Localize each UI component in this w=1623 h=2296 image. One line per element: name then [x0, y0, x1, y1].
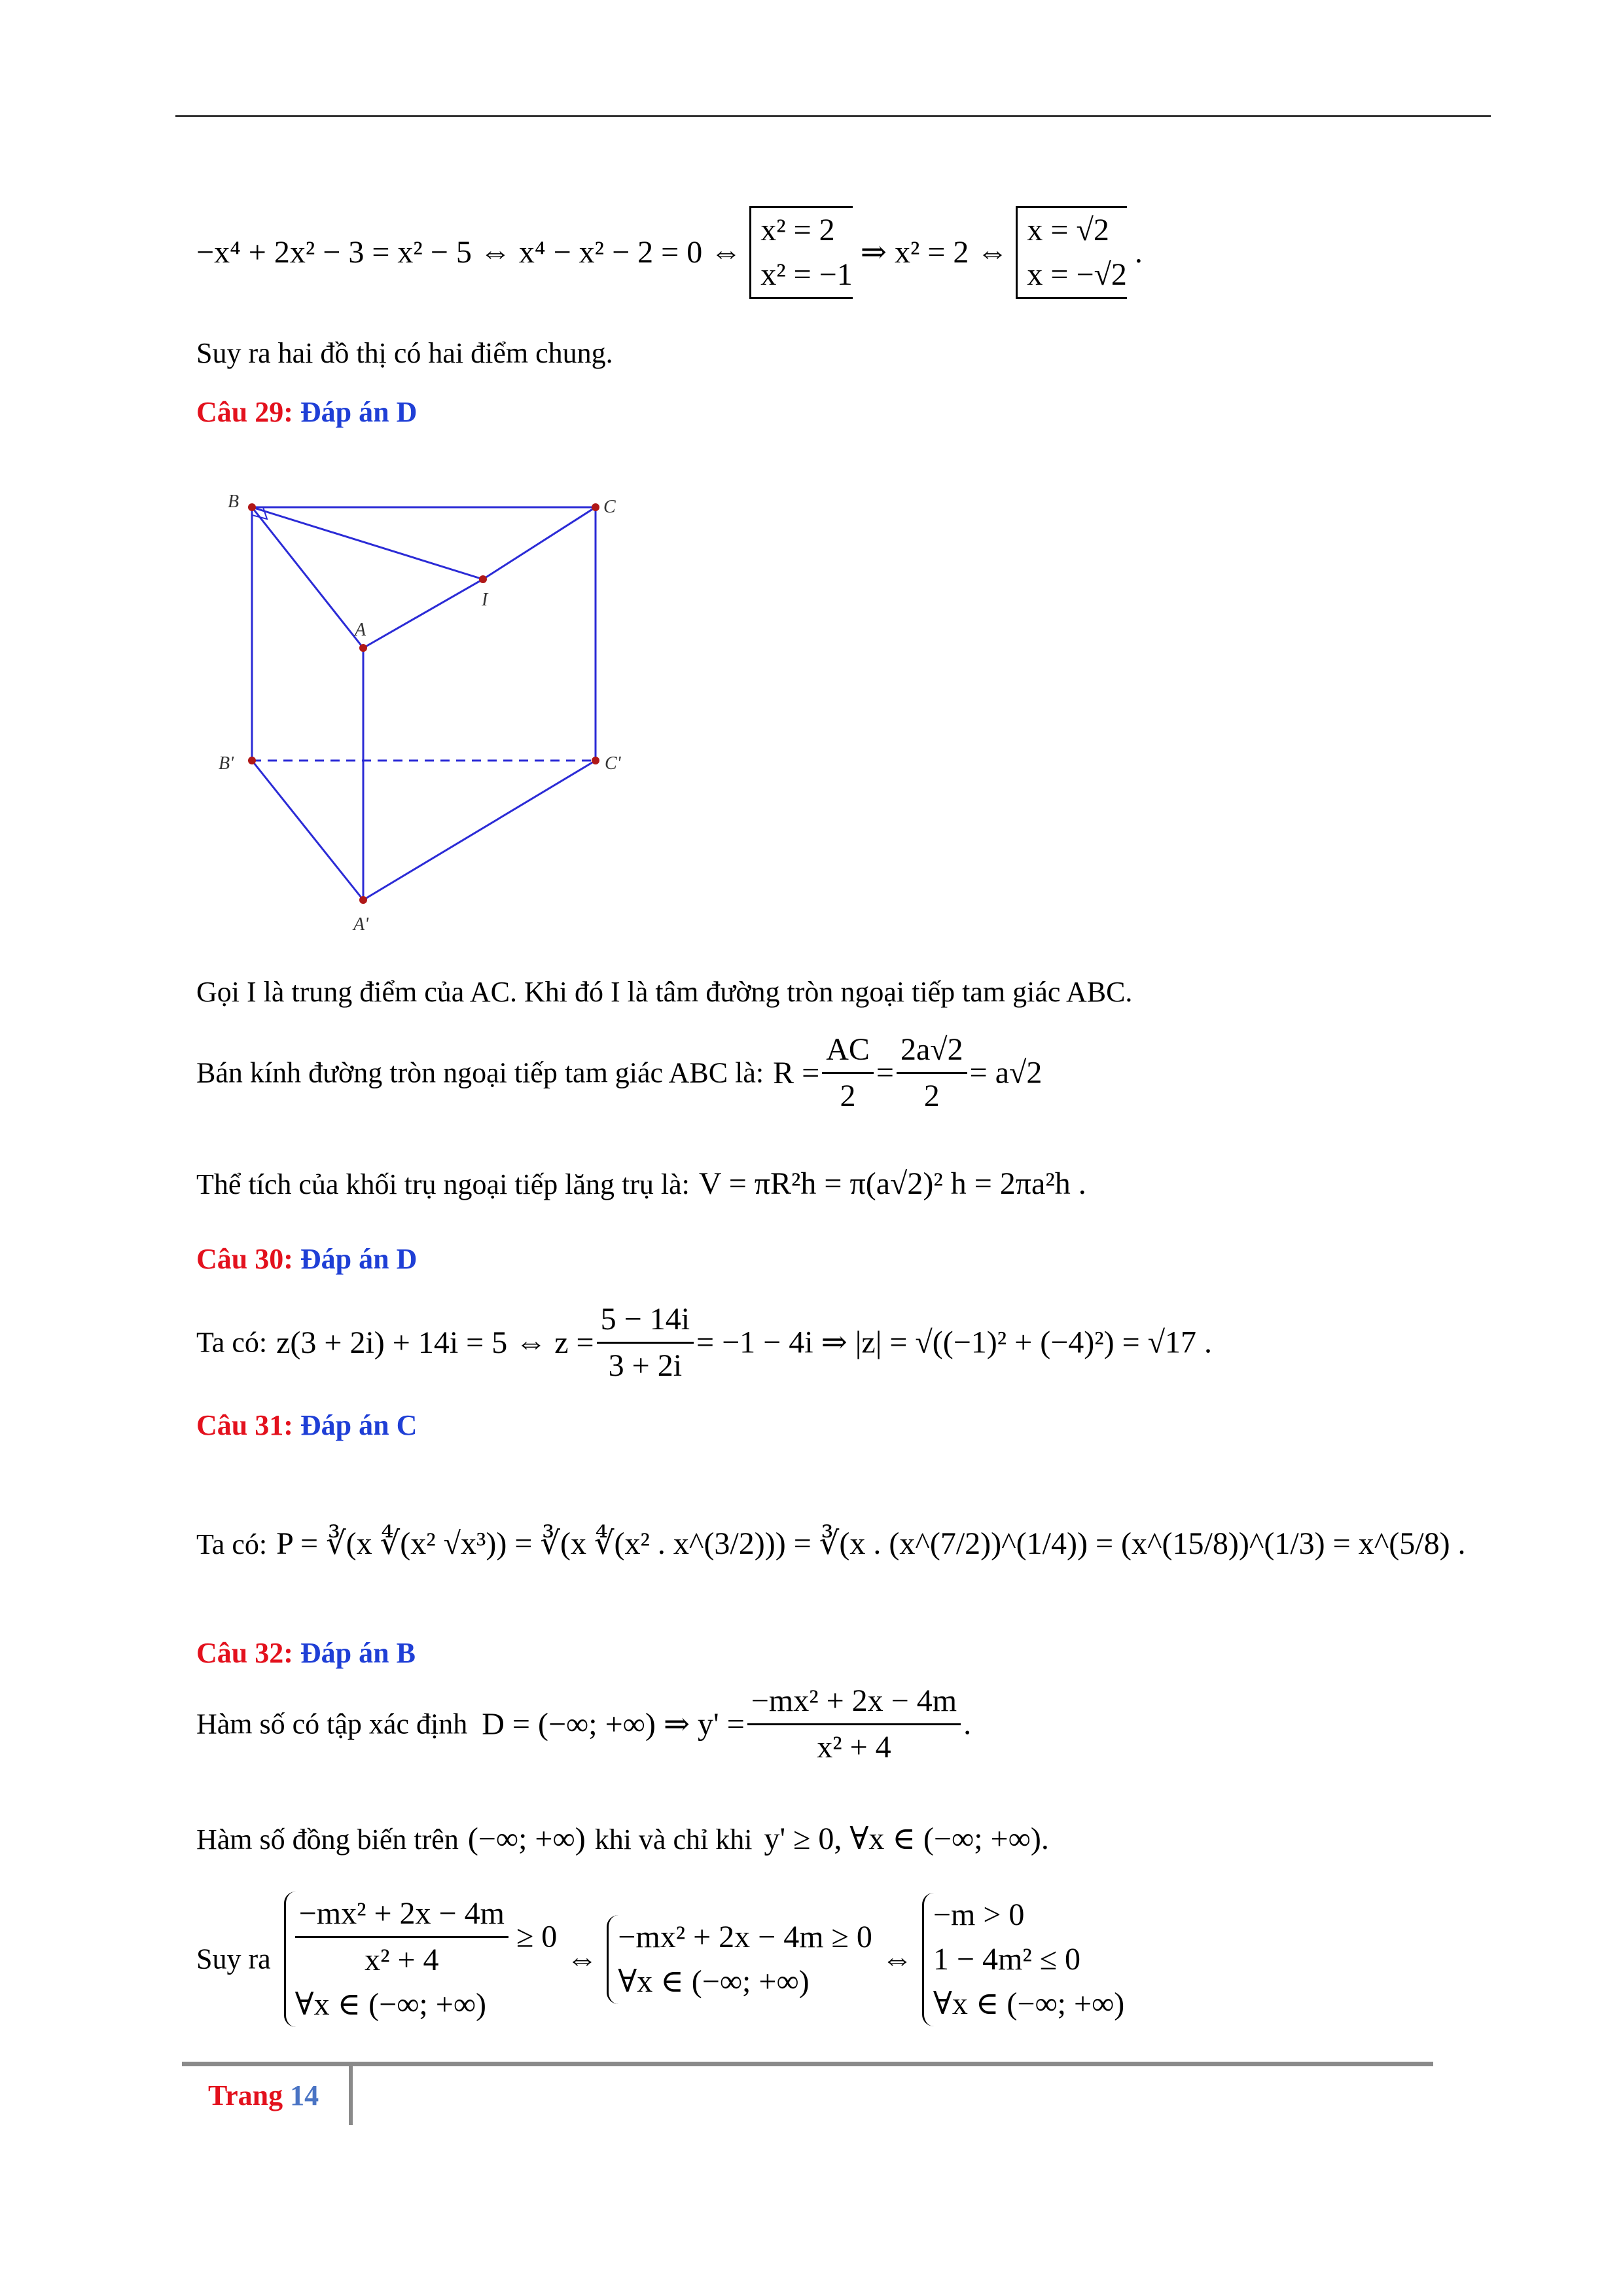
label-i: I: [482, 590, 488, 610]
label-b: B: [228, 492, 240, 512]
question-29-answer: Đáp án D: [300, 396, 418, 428]
solution-32-line-1: [196, 1685, 971, 1763]
edge-ba-bottom: [252, 761, 363, 900]
fraction-1-denominator: 2: [840, 1079, 856, 1113]
question-30-answer: Đáp án D: [300, 1243, 418, 1275]
edge-ba: [252, 507, 363, 648]
page-label: Trang: [208, 2079, 283, 2111]
system-2-row-2: ∀x ∈ (−∞; +∞): [618, 1964, 810, 1999]
system-3-row-3: ∀x ∈ (−∞; +∞): [933, 1986, 1125, 2021]
equation-left: −x⁴ + 2x² − 3 = x² − 5 ⇔ x⁴ − x² − 2 = 0 ⇔: [196, 235, 742, 270]
case-2: x² = −1: [760, 257, 853, 292]
system-1-denominator: x² + 4: [365, 1943, 439, 1977]
solution-30-text: Ta có:: [196, 1326, 268, 1359]
root-2: x = −√2: [1027, 257, 1127, 292]
iff-2: ⇔: [881, 1941, 913, 1977]
header-rule: [175, 115, 1491, 117]
question-30-heading: [196, 1245, 417, 1274]
edge-ic: [483, 507, 596, 579]
suy-ra-text: Suy ra: [196, 1943, 271, 1975]
solution-30-numerator: 5 − 14i: [597, 1304, 694, 1344]
label-a-prime: A': [353, 914, 369, 935]
edge-ac-bottom: [363, 761, 596, 900]
question-31-answer: Đáp án C: [300, 1409, 418, 1441]
system-2: [607, 1915, 872, 2004]
system-1-row-2: ∀x ∈ (−∞; +∞): [294, 1987, 487, 2022]
domain-text: Hàm số có tập xác định: [196, 1708, 468, 1740]
question-30-label: Câu 30:: [196, 1243, 293, 1275]
case-bracket-1: [749, 206, 853, 299]
question-31-label: Câu 31:: [196, 1409, 293, 1441]
fraction-2-numerator: 2a√2: [897, 1034, 967, 1074]
system-3-row-1: −m > 0: [933, 1897, 1025, 1932]
radius-result: = a√2: [969, 1055, 1043, 1090]
radius-fraction-2: [897, 1034, 967, 1112]
equation-mid: ⇒ x² = 2 ⇔: [860, 235, 1008, 270]
label-c: C: [603, 497, 616, 517]
question-29-heading: [196, 398, 417, 427]
solution-30-right: = −1 − 4i ⇒ |z| = √((−1)² + (−4)²) = √17 .: [696, 1325, 1213, 1360]
label-b-prime: B': [219, 753, 234, 774]
derivative-end: .: [963, 1706, 972, 1742]
page-number: 14: [290, 2079, 319, 2111]
root-1: x = √2: [1027, 213, 1109, 247]
fraction-1-numerator: AC: [822, 1034, 874, 1074]
case-1: x² = 2: [760, 213, 835, 247]
system-1: [284, 1892, 558, 2027]
question-32-label: Câu 32:: [196, 1637, 293, 1669]
equation-end: .: [1134, 235, 1143, 270]
solution-29-line-3: [196, 1168, 1086, 1200]
solution-32-line-3: [196, 1892, 1124, 2027]
case-bracket-2: [1016, 206, 1126, 299]
prism-figure: [196, 481, 668, 939]
edge-ai: [363, 579, 483, 648]
system-1-row-1: [295, 1892, 558, 1982]
equation-line-1: [196, 206, 1143, 299]
solution-31: [196, 1528, 1466, 1560]
volume-text: Thể tích của khối trụ ngoại tiếp lăng trụ là:: [196, 1168, 690, 1200]
system-2-row-1: −mx² + 2x − 4m ≥ 0: [618, 1919, 872, 1954]
fraction-2-denominator: 2: [923, 1079, 940, 1113]
volume-formula: V = πR²h = π(a√2)² h = 2πa²h .: [698, 1166, 1086, 1201]
question-31-heading: [196, 1411, 417, 1440]
conclusion-28: Suy ra hai đồ thị có hai điểm chung.: [196, 337, 613, 369]
solution-32-line-2: [196, 1823, 1049, 1855]
question-32-answer: Đáp án B: [300, 1637, 416, 1669]
footer-separator: [349, 2066, 353, 2125]
segment-bi: [252, 507, 483, 579]
increasing-text: Hàm số đồng biến trên: [196, 1823, 459, 1856]
derivative-fraction: [747, 1685, 961, 1763]
system-1-fraction: [295, 1898, 508, 1976]
system-1-numerator: −mx² + 2x − 4m: [295, 1898, 508, 1938]
derivative-numerator: −mx² + 2x − 4m: [747, 1685, 961, 1725]
label-c-prime: C': [605, 753, 621, 774]
radius-r: R =: [773, 1055, 820, 1090]
domain-formula: D = (−∞; +∞) ⇒ y' =: [482, 1706, 745, 1742]
question-32-heading: [196, 1639, 416, 1668]
iff-1: ⇔: [566, 1941, 598, 1977]
label-a: A: [355, 620, 366, 640]
footer-rule: [182, 2062, 1433, 2066]
radius-eq: =: [876, 1055, 894, 1090]
solution-30-denominator: 3 + 2i: [608, 1348, 683, 1383]
derivative-denominator: x² + 4: [817, 1730, 891, 1765]
solution-31-formula: P = ∛(x ∜(x² √x³)) = ∛(x ∜(x² . x^(3/2))) = ∛(x . (x^(7/2))^(1/4)) = (x^(15/8))^(1/3) = x^(5/8) .: [276, 1526, 1466, 1561]
solution-29-line-2: [196, 1034, 1042, 1112]
increasing-condition: y' ≥ 0, ∀x ∈ (−∞; +∞).: [764, 1821, 1049, 1856]
solution-30-fraction: [597, 1304, 694, 1382]
solution-30: [196, 1304, 1212, 1382]
system-3: [922, 1893, 1124, 2026]
radius-text: Bán kính đường tròn ngoại tiếp tam giác ABC là:: [196, 1056, 764, 1089]
page-footer: [208, 2081, 319, 2110]
question-29-label: Câu 29:: [196, 396, 293, 428]
solution-30-left: z(3 + 2i) + 14i = 5 ⇔ z =: [276, 1325, 594, 1360]
increasing-interval: (−∞; +∞): [467, 1821, 586, 1856]
iff-text: khi và chỉ khi: [594, 1823, 753, 1856]
system-1-ge: ≥ 0: [516, 1919, 558, 1954]
solution-29-line-1: Gọi I là trung điểm của AC. Khi đó I là tâm đường tròn ngoại tiếp tam giác ABC.: [196, 976, 1133, 1008]
solution-31-text: Ta có:: [196, 1528, 268, 1560]
radius-fraction-1: [822, 1034, 874, 1112]
system-3-row-2: 1 − 4m² ≤ 0: [933, 1941, 1081, 1977]
